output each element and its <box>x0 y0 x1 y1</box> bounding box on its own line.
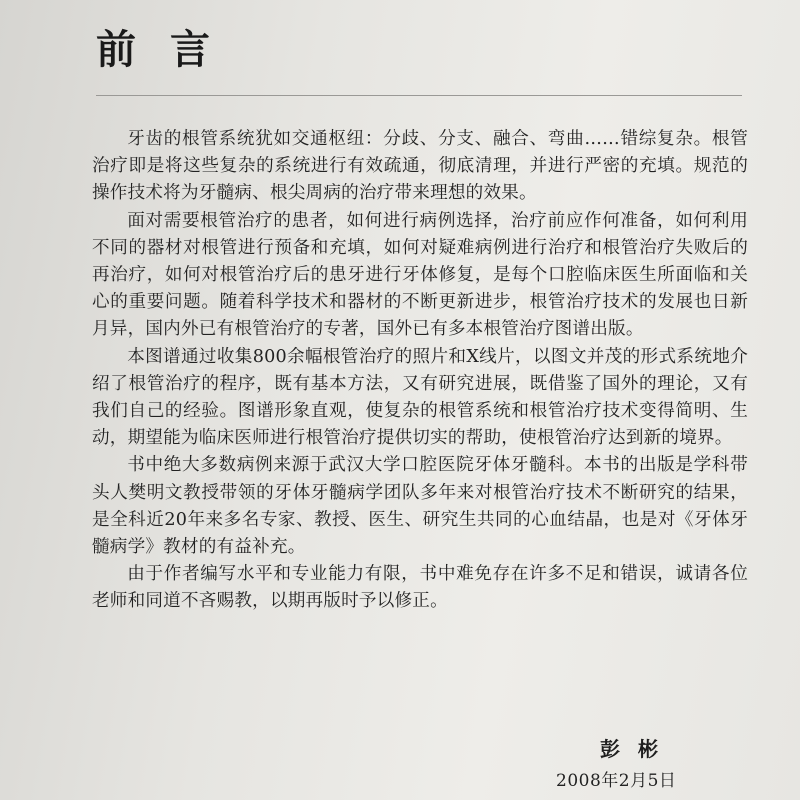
preface-body <box>92 126 748 616</box>
paragraph-4: 书中绝大多数病例来源于武汉大学口腔医院牙体牙髓科。本书的出版是学科带头人樊明文教授带领的牙体牙髓病学团队多年来对根管治疗技术不断研究的结果，是全科近20年来多名专家、教授、医生、研究生共同的心血结晶，也是对《牙体牙髓病学》教材的有益补充。 <box>92 455 748 558</box>
paragraph-2: 面对需要根管治疗的患者，如何进行病例选择，治疗前应作何准备，如何利用不同的器材对根管进行预备和充填，如何对疑难病例进行治疗和根管治疗失败后的再治疗，如何对根管治疗后的患牙进行牙体修复，是每个口腔临床医生所面临和关心的重要问题。随着科学技术和器材的不断更新进步，根管治疗技术的发展也日新月异，国内外已有根管治疗的专著，国外已有多本根管治疗图谱出版。 <box>92 210 748 340</box>
signature-date: 2008年2月5日 <box>556 771 677 791</box>
paragraph-3: 本图谱通过收集800余幅根管治疗的照片和X线片，以图文并茂的形式系统地介绍了根管治疗的程序，既有基本方法，又有研究进展，既借鉴了国外的理论，又有我们自己的经验。图谱形象直观，使复杂的根管系统和根管治疗技术变得简明、生动，期望能为临床医师进行根管治疗提供切实的帮助，使根管治疗达到新的境界。 <box>92 346 748 449</box>
title-divider <box>96 95 742 96</box>
page-title: 前言 <box>96 27 244 73</box>
paragraph-5: 由于作者编写水平和专业能力有限，书中难免存在许多不足和错误，诚请各位老师和同道不吝赐教，以期再版时予以修正。 <box>92 564 748 612</box>
paragraph-1: 牙齿的根管系统犹如交通枢纽：分歧、分支、融合、弯曲……错综复杂。根管治疗即是将这些复杂的系统进行有效疏通，彻底清理，并进行严密的充填。规范的操作技术将为牙髓病、根尖周病的治疗带来理想的效果。 <box>92 129 748 204</box>
author-signature: 彭彬 <box>600 737 676 761</box>
